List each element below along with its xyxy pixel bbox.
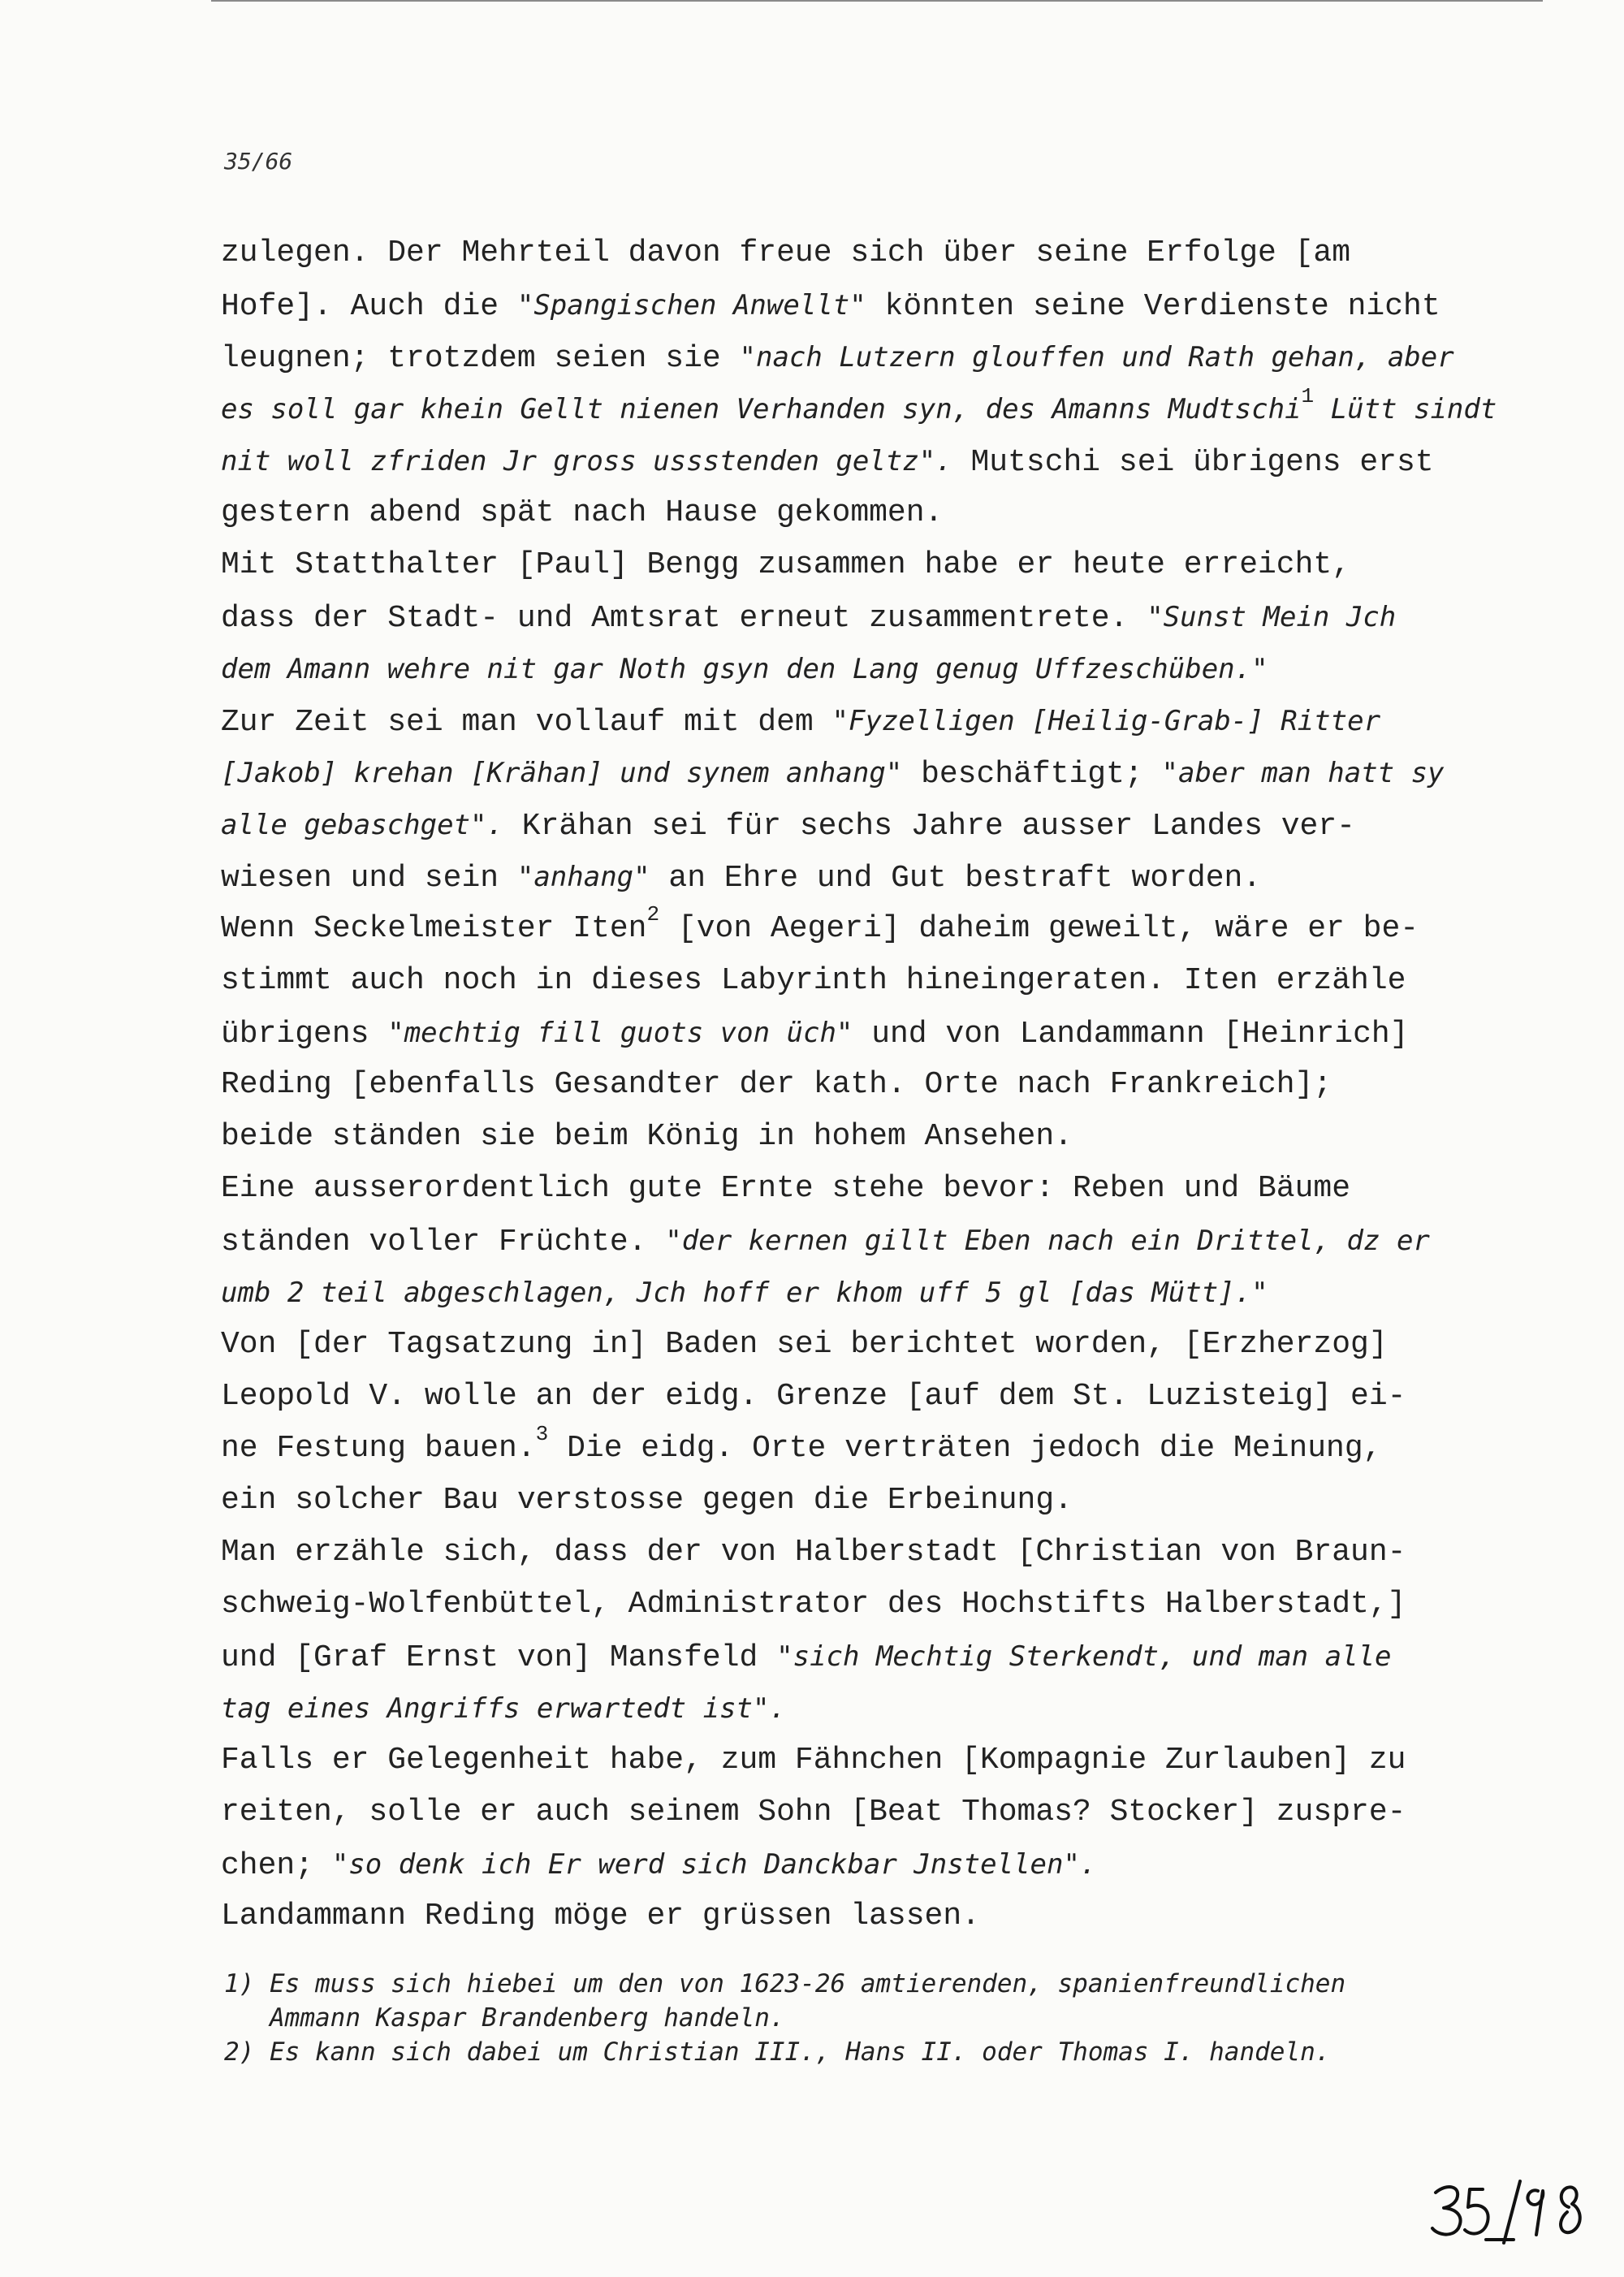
text-line: [221, 435, 1520, 487]
text-segment: wiesen und sein: [221, 861, 517, 896]
text-line: [221, 1527, 1520, 1579]
text-segment: ne Festung bauen.: [221, 1431, 536, 1466]
text-segment: Leopold V. wolle an der eidg. Grenze [auf dem St. Luzisteig] ei-: [221, 1379, 1406, 1414]
text-line: [221, 1579, 1520, 1631]
text-line: [221, 695, 1520, 747]
text-line: [221, 1111, 1520, 1163]
text-segment: leugnen; trotzdem seien sie: [221, 341, 740, 376]
text-segment: Von [der Tagsatzung in] Baden sei berichtet worden, [Erzherzog]: [221, 1327, 1388, 1362]
text-line: [221, 955, 1520, 1007]
quoted-source-text: "Sunst Mein Jch: [1147, 601, 1397, 633]
text-line: [221, 1787, 1520, 1838]
text-line: [221, 539, 1520, 591]
text-line: [221, 1371, 1520, 1423]
footnotes: [224, 1967, 1523, 2069]
text-segment: an Ehre und Gut bestraft worden.: [650, 861, 1262, 896]
text-segment: gestern abend spät nach Hause gekommen.: [221, 495, 944, 530]
quoted-source-text: "anhang": [516, 861, 650, 893]
quoted-source-text: es soll gar khein Gellt nienen Verhanden syn, des Amanns Mudtschi: [221, 393, 1302, 426]
text-line: [221, 1890, 1520, 1942]
quoted-source-text: "so denk ich Er werd sich Danckbar Jnstellen".: [331, 1848, 1097, 1881]
footnote-2-line-1: 2) Es kann sich dabei um Christian III., Hans II. oder Thomas I. handeln.: [224, 2037, 1331, 2067]
text-line: [221, 1163, 1520, 1215]
text-segment: Zur Zeit sei man vollauf mit dem: [221, 705, 832, 740]
footnote-1-line-2: Ammann Kaspar Brandenberg handeln.: [270, 2003, 785, 2033]
footnote-marker: 3: [535, 1422, 549, 1447]
top-border-line: [211, 0, 1543, 2]
text-line: [221, 1631, 1520, 1683]
text-segment: chen;: [221, 1848, 332, 1883]
quoted-source-text: "nach Lutzern glouffen und Rath gehan, aber: [739, 341, 1454, 374]
text-segment: ein solcher Bau verstosse gegen die Erbeinung.: [221, 1483, 1073, 1518]
text-line: [221, 851, 1520, 903]
quoted-source-text: "sich Mechtig Sterkendt, und man alle: [776, 1640, 1392, 1673]
text-line: [221, 487, 1520, 539]
text-segment: Krähan sei für sechs Jahre ausser Landes ver-: [503, 809, 1355, 844]
footnote-1-line-1: 1) Es muss sich hiebei um den von 1623-26 amtierenden, spanienfreundlichen: [224, 1969, 1346, 1998]
text-line: [221, 1267, 1520, 1319]
text-segment: stimmt auch noch in dieses Labyrinth hineingeraten. Iten erzähle: [221, 963, 1406, 998]
footnote-marker: 1: [1301, 384, 1315, 409]
text-segment: Die eidg. Orte verträten jedoch die Meinung,: [548, 1431, 1382, 1466]
text-segment: beide ständen sie beim König in hohem Ansehen.: [221, 1119, 1073, 1154]
text-segment: und von Landammann [Heinrich]: [853, 1017, 1409, 1052]
text-line: [221, 1007, 1520, 1059]
text-segment: Eine ausserordentlich gute Ernte stehe bevor: Reben und Bäume: [221, 1171, 1351, 1206]
text-line: [221, 279, 1520, 331]
text-line: [221, 1683, 1520, 1735]
quoted-source-text: umb 2 teil abgeschlagen, Jch hoff er khom uff 5 gl [das Mütt].": [221, 1277, 1268, 1309]
text-segment: zulegen. Der Mehrteil davon freue sich über seine Erfolge [am: [221, 235, 1351, 270]
text-segment: schweig-Wolfenbüttel, Administrator des Hochstifts Halberstadt,]: [221, 1587, 1406, 1622]
text-line: [221, 903, 1520, 955]
quoted-source-text: "mechtig fill guots von üch": [387, 1017, 853, 1049]
text-segment: übrigens: [221, 1017, 388, 1052]
text-line: [221, 1215, 1520, 1267]
text-segment: Wenn Seckelmeister Iten: [221, 911, 647, 946]
text-segment: reiten, solle er auch seinem Sohn [Beat Thomas? Stocker] zuspre-: [221, 1795, 1406, 1830]
text-line: [221, 1319, 1520, 1371]
text-segment: Falls er Gelegenheit habe, zum Fähnchen [Kompagnie Zurlauben] zu: [221, 1743, 1406, 1778]
footnote-marker: 2: [646, 902, 660, 927]
quoted-source-text: "Fyzelligen [Heilig-Grab-] Ritter: [831, 705, 1381, 737]
text-line: [221, 331, 1520, 383]
quoted-source-text: Lütt sindt: [1314, 393, 1497, 426]
quoted-source-text: [Jakob] krehan [Krähan] und synem anhang": [221, 757, 903, 789]
text-segment: Mutschi sei übrigens erst: [952, 445, 1434, 480]
quoted-source-text: "aber man hatt sy: [1161, 757, 1445, 789]
text-segment: beschäftigt;: [902, 757, 1162, 792]
quoted-source-text: alle gebaschget".: [221, 809, 503, 841]
text-line: [221, 747, 1520, 799]
text-segment: ständen voller Früchte.: [221, 1225, 666, 1259]
quoted-source-text: "der kernen gillt Eben nach ein Drittel, dz er: [665, 1225, 1430, 1257]
quoted-source-text: "Spangischen Anwellt": [516, 289, 866, 322]
text-line: [221, 383, 1520, 435]
page-number: 35/66: [224, 148, 293, 175]
text-segment: Hofe]. Auch die: [221, 289, 517, 324]
text-segment: Reding [ebenfalls Gesandter der kath. Orte nach Frankreich];: [221, 1067, 1332, 1102]
text-line: [221, 799, 1520, 851]
text-segment: Man erzähle sich, dass der von Halberstadt [Christian von Braun-: [221, 1535, 1406, 1570]
text-line: [221, 1475, 1520, 1527]
quoted-source-text: nit woll zfriden Jr gross ussstenden geltz".: [221, 445, 952, 477]
text-segment: Landammann Reding möge er grüssen lassen.: [221, 1899, 980, 1934]
text-segment: könnten seine Verdienste nicht: [866, 289, 1440, 324]
handwritten-page-number: [1429, 2175, 1592, 2248]
quoted-source-text: dem Amann wehre nit gar Noth gsyn den Lang genug Uffzeschüben.": [221, 653, 1268, 685]
text-line: [221, 1735, 1520, 1787]
text-line: [221, 1423, 1520, 1475]
text-line: [221, 1838, 1520, 1890]
text-line: [221, 227, 1520, 279]
text-segment: [von Aegeri] daheim geweilt, wäre er be-: [659, 911, 1419, 946]
text-segment: Mit Statthalter [Paul] Bengg zusammen habe er heute erreicht,: [221, 547, 1351, 582]
text-segment: und [Graf Ernst von] Mansfeld: [221, 1640, 777, 1675]
text-line: [221, 591, 1520, 643]
text-line: [221, 643, 1520, 695]
quoted-source-text: tag eines Angriffs erwartedt ist".: [221, 1692, 786, 1725]
text-line: [221, 1059, 1520, 1111]
body-text: [221, 227, 1520, 1942]
text-segment: dass der Stadt- und Amtsrat erneut zusammentrete.: [221, 601, 1147, 636]
